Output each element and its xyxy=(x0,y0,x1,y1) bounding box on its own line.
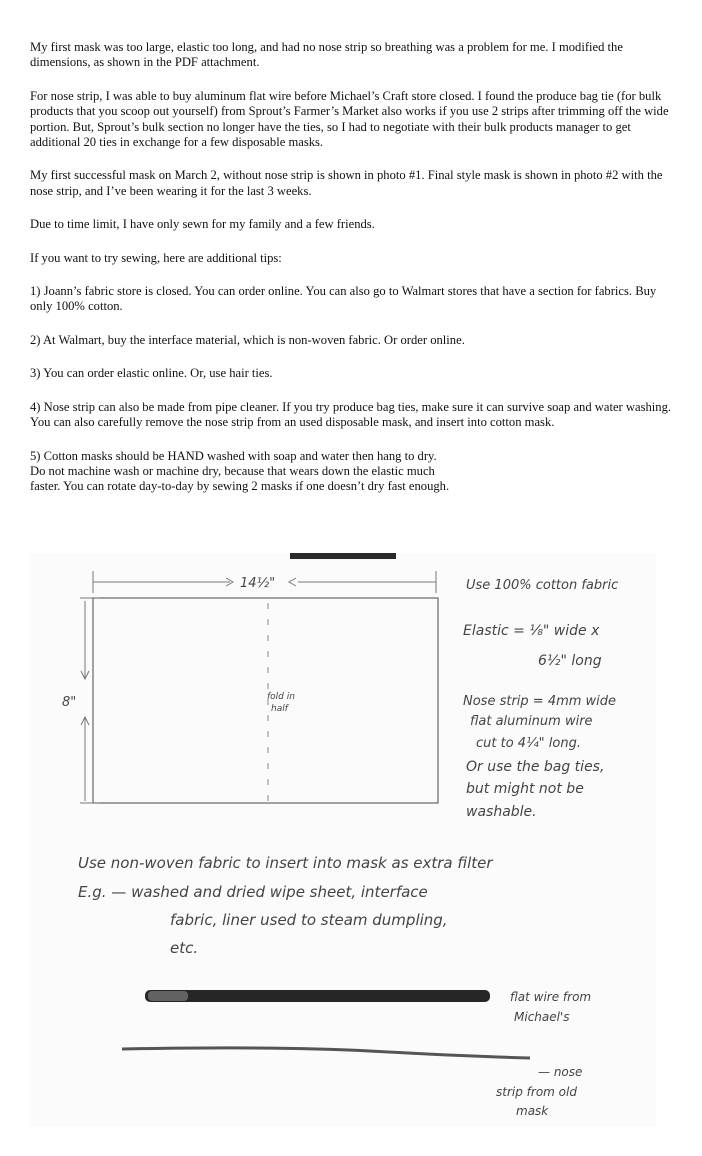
tip-2: 2) At Walmart, buy the interface material, which is non-woven fabric. Or order online. xyxy=(30,332,465,347)
note-cotton: Use 100% cotton fabric xyxy=(466,578,619,593)
mask-pattern-sketch xyxy=(30,553,656,1127)
flat-wire-image xyxy=(145,990,490,1002)
note-washable: washable. xyxy=(466,804,537,820)
note-might-not: but might not be xyxy=(466,781,584,797)
paragraph-tips-intro: If you want to try sewing, here are additional tips: xyxy=(30,250,282,265)
filter-note-3: fabric, liner used to steam dumpling, xyxy=(170,911,448,929)
fold-label-2: half xyxy=(271,704,288,714)
note-cut: cut to 4¼" long. xyxy=(476,736,581,751)
paragraph-intro: My first mask was too large, elastic too long, and had no nose strip so breathing was a problem for me. I modified the dimensions, as shown in the PDF attachment. xyxy=(30,40,623,70)
paragraph-photos: My first successful mask on March 2, without nose strip is shown in photo #1. Final style mask is shown in photo #2 with the nose strip, and I’ve been wearing it for the last 3 weeks. xyxy=(30,168,663,198)
paragraph-time-limit: Due to time limit, I have only sewn for my family and a few friends. xyxy=(30,217,375,232)
sketch-top-bar xyxy=(290,553,396,559)
filter-note-4: etc. xyxy=(170,939,199,957)
note-elastic-length: 6½" long xyxy=(538,653,602,669)
strip-label-2: strip from old xyxy=(496,1085,577,1099)
fold-label-1: fold in xyxy=(267,692,295,702)
document-text xyxy=(30,40,680,513)
width-label: 14½" xyxy=(240,576,276,591)
note-nose-strip: Nose strip = 4mm wide xyxy=(463,694,617,709)
note-bag-ties: Or use the bag ties, xyxy=(466,759,605,775)
wire-label-1: flat wire from xyxy=(510,990,592,1004)
strip-label-1: — nose xyxy=(538,1065,583,1079)
tip-4: 4) Nose strip can also be made from pipe cleaner. If you try produce bag ties, make sure it can survive soap and water washing. You can also carefully remove the nose strip from an used disposable mask, and insert into cotton mask. xyxy=(30,399,672,430)
sketch-paper xyxy=(30,553,656,1127)
wire-label-2: Michael's xyxy=(514,1010,570,1024)
tip-3: 3) You can order elastic online. Or, use hair ties. xyxy=(30,366,273,381)
note-elastic: Elastic = ⅛" wide x xyxy=(463,623,600,639)
paragraph-nose-strip: For nose strip, I was able to buy aluminum flat wire before Michael’s Craft store closed. I found the produce bag tie (for bulk products that you scoop out yourself) from Sprout’s Farmer’s Market also works if you use 2 strips after trimming off the wide portion. But, Sprout’s bulk section no longer have the ties, so I had to negotiate with their bulk products manager to get additional 20 ties in exchange for a few disposable masks. xyxy=(30,88,669,150)
height-label: 8" xyxy=(62,695,77,710)
flat-wire-highlight xyxy=(148,991,188,1001)
filter-note-1: Use non-woven fabric to insert into mask as extra filter xyxy=(78,854,493,872)
strip-label-3: mask xyxy=(516,1104,549,1118)
tip-5: 5) Cotton masks should be HAND washed with soap and water then hang to dry. Do not machine wash or machine dry, because that wears down the elastic much faster. You can rotate day-to-day by sewing 2 masks if one doesn’t dry fast enough. xyxy=(30,448,450,494)
note-wire: flat aluminum wire xyxy=(470,714,593,729)
filter-note-2: E.g. — washed and dried wipe sheet, interface xyxy=(78,883,428,901)
tip-1: 1) Joann’s fabric store is closed. You can order online. You can also go to Walmart stores that have a section for fabrics. Buy only 100% cotton. xyxy=(30,284,657,314)
